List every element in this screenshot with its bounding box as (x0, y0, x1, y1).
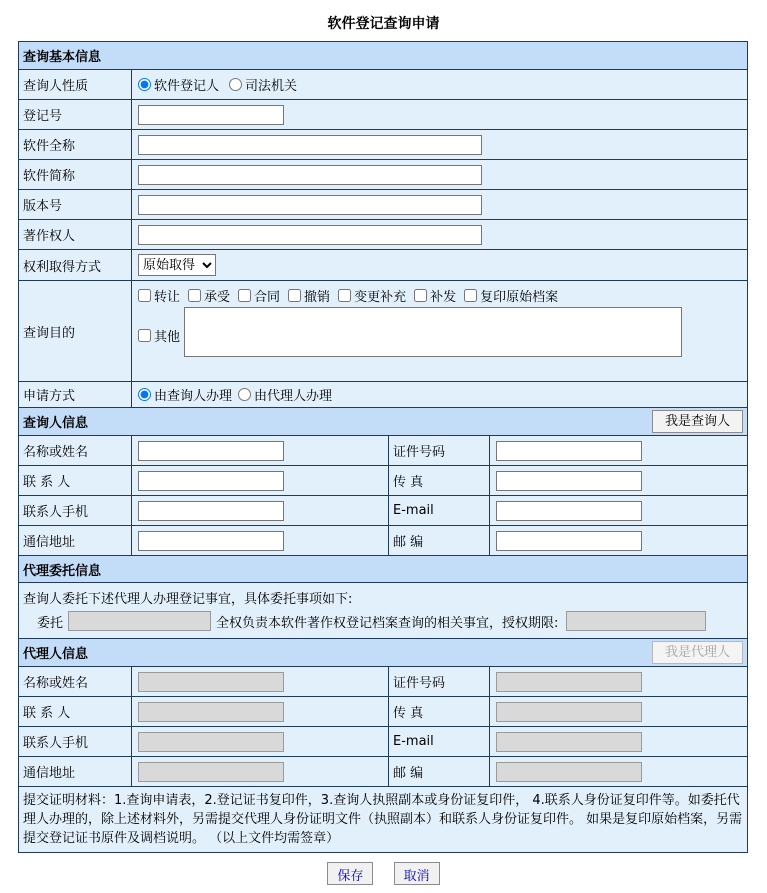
cancel-button[interactable]: 取消 (394, 862, 440, 885)
inquirer-id-label: 证件号码 (389, 436, 490, 465)
copyright-owner-input[interactable] (138, 225, 482, 245)
row-inquirer-name-id (19, 435, 747, 465)
save-button[interactable]: 保存 (327, 862, 373, 885)
apply-option-by-inquirer[interactable]: 由查询人办理 (138, 385, 232, 404)
agent-id-input (496, 672, 642, 692)
inquirer-nature-field (132, 70, 747, 99)
row-inquirer-mobile-email (19, 495, 747, 525)
purpose-option-transfer[interactable]: 转让 (138, 286, 180, 305)
software-full-name-label: 软件全称 (19, 130, 132, 159)
software-full-name-input[interactable] (138, 135, 482, 155)
submission-note: 提交证明材料：1.查询申请表，2.登记证书复印件，3.查询人执照副本或身份证复印件， 4.联系人身份证复印件等。如委托代理人办理的，除上述材料外，另需提交代理人身份证明文件（执照副本）和联系人身份证复印件。 如果是复印原始档案，另需提交登记证书原件及调档说明。 （以上文件均需签章） (23, 793, 743, 846)
purpose-checkbox-copy-original-archive[interactable] (464, 289, 477, 302)
purpose-option-copy-original-archive[interactable]: 复印原始档案 (464, 286, 558, 305)
inquirer-contact-field (132, 466, 389, 495)
software-short-name-input[interactable] (138, 165, 482, 185)
agent-address-input (138, 762, 284, 782)
agent-zip-field (490, 757, 747, 786)
row-agent-name-id (19, 666, 747, 696)
agent-address-field (132, 757, 389, 786)
row-agent-mobile-email (19, 726, 747, 756)
inquirer-mobile-field (132, 496, 389, 525)
nature-radio-judicial[interactable] (229, 78, 242, 91)
agent-contact-label: 联 系 人 (19, 697, 132, 726)
software-short-name-field (132, 160, 747, 189)
entrusted-agent-name-input (68, 611, 211, 631)
agent-contact-field (132, 697, 389, 726)
delegate-statement-cell (19, 583, 747, 638)
agent-fax-field (490, 697, 747, 726)
row-apply-method (19, 381, 747, 407)
registration-number-input[interactable] (138, 105, 284, 125)
purpose-option-reissue[interactable]: 补发 (414, 286, 456, 305)
inquirer-fax-field (490, 466, 747, 495)
purpose-checkbox-reissue[interactable] (414, 289, 427, 302)
row-software-short-name (19, 159, 747, 189)
inquirer-email-input[interactable] (496, 501, 642, 521)
purpose-option-revocation[interactable]: 撤销 (288, 286, 330, 305)
purpose-checkbox-other[interactable] (138, 329, 151, 342)
inquirer-contact-label: 联 系 人 (19, 466, 132, 495)
inquirer-email-field (490, 496, 747, 525)
query-application-form (18, 41, 748, 853)
section-title-delegate-info: 代理委托信息 (23, 563, 102, 579)
row-inquirer-nature (19, 69, 747, 99)
section-title-agent-info: 代理人信息 (23, 647, 89, 662)
version-number-input[interactable] (138, 195, 482, 215)
row-copyright-owner (19, 219, 747, 249)
inquirer-zip-label: 邮 编 (389, 526, 490, 555)
nature-option-registrant[interactable] (138, 75, 219, 94)
software-short-name-label: 软件简称 (19, 160, 132, 189)
purpose-other-textarea[interactable] (184, 307, 682, 357)
section-header-inquirer-info (19, 407, 747, 435)
inquirer-mobile-label: 联系人手机 (19, 496, 132, 525)
right-acquisition-select[interactable] (138, 254, 216, 276)
version-number-label: 版本号 (19, 190, 132, 219)
section-header-agent-info (19, 638, 747, 666)
row-agent-contact-fax (19, 696, 747, 726)
section-header-basic-info (19, 42, 747, 69)
agent-mobile-field (132, 727, 389, 756)
purpose-option-change-supplement[interactable]: 变更补充 (338, 286, 406, 305)
inquirer-name-input[interactable] (138, 441, 284, 461)
inquirer-id-field (490, 436, 747, 465)
apply-method-field (132, 382, 747, 407)
copyright-owner-label: 著作权人 (19, 220, 132, 249)
registration-number-field (132, 100, 747, 129)
inquirer-contact-input[interactable] (138, 471, 284, 491)
section-header-delegate-info (19, 555, 747, 582)
agent-zip-label: 邮 编 (389, 757, 490, 786)
inquirer-name-field (132, 436, 389, 465)
inquirer-fax-label: 传 真 (389, 466, 490, 495)
inquirer-address-field (132, 526, 389, 555)
inquirer-email-label: E-mail (389, 496, 490, 525)
agent-address-label: 通信地址 (19, 757, 132, 786)
agent-id-field (490, 667, 747, 696)
software-full-name-field (132, 130, 747, 159)
row-submission-note (19, 786, 747, 852)
agent-name-field (132, 667, 389, 696)
inquirer-name-label: 名称或姓名 (19, 436, 132, 465)
row-inquirer-address-zip (19, 525, 747, 555)
agent-zip-input (496, 762, 642, 782)
right-acquisition-label: 权利取得方式 (19, 250, 132, 280)
row-inquirer-contact-fax (19, 465, 747, 495)
purpose-checkbox-contract[interactable] (238, 289, 251, 302)
apply-option-by-agent[interactable]: 由代理人办理 (238, 385, 332, 404)
nature-option-registrant-label: 软件登记人 (154, 79, 220, 94)
apply-radio-by-inquirer[interactable] (138, 388, 151, 401)
row-agent-address-zip (19, 756, 747, 786)
nature-option-judicial-label: 司法机关 (245, 79, 298, 94)
purpose-checkbox-change-supplement[interactable] (338, 289, 351, 302)
delegate-entrust-suffix: 全权负责本软件著作权登记档案查询的相关事宜，授权期限: (216, 615, 559, 631)
delegate-statement-line2 (23, 611, 743, 631)
version-number-field (132, 190, 747, 219)
apply-radio-by-agent[interactable] (238, 388, 251, 401)
copyright-owner-field (132, 220, 747, 249)
right-acquisition-field (132, 250, 747, 280)
nature-radio-registrant[interactable] (138, 78, 151, 91)
query-purpose-other-row (138, 307, 682, 357)
inquirer-mobile-input[interactable] (138, 501, 284, 521)
inquirer-fax-input[interactable] (496, 471, 642, 491)
query-purpose-label: 查询目的 (19, 281, 132, 381)
query-purpose-options (138, 286, 566, 305)
delegate-entrust-prefix: 委托 (37, 615, 64, 631)
form-actions (0, 862, 767, 885)
agent-name-label: 名称或姓名 (19, 667, 132, 696)
agent-fax-input (496, 702, 642, 722)
purpose-checkbox-transfer[interactable] (138, 289, 151, 302)
row-registration-number (19, 99, 747, 129)
registration-number-label: 登记号 (19, 100, 132, 129)
agent-mobile-input (138, 732, 284, 752)
inquirer-zip-field (490, 526, 747, 555)
row-software-full-name (19, 129, 747, 159)
page-title: 软件登记查询申请 (327, 16, 440, 32)
purpose-option-contract[interactable]: 合同 (238, 286, 280, 305)
row-query-purpose (19, 280, 747, 381)
agent-email-label: E-mail (389, 727, 490, 756)
inquirer-zip-input[interactable] (496, 531, 642, 551)
agent-email-input (496, 732, 642, 752)
agent-email-field (490, 727, 747, 756)
inquirer-address-input[interactable] (138, 531, 284, 551)
section-title-inquirer-info: 查询人信息 (23, 416, 89, 431)
row-version-number (19, 189, 747, 219)
agent-fax-label: 传 真 (389, 697, 490, 726)
nature-option-judicial[interactable] (229, 75, 297, 94)
purpose-checkbox-revocation[interactable] (288, 289, 301, 302)
row-right-acquisition (19, 249, 747, 280)
purpose-option-other[interactable]: 其他 (138, 326, 180, 345)
purpose-checkbox-succession[interactable] (188, 289, 201, 302)
apply-method-label: 申请方式 (19, 382, 132, 407)
agent-mobile-label: 联系人手机 (19, 727, 132, 756)
purpose-option-succession[interactable]: 承受 (188, 286, 230, 305)
section-title-basic-info: 查询基本信息 (23, 50, 102, 65)
agent-id-label: 证件号码 (389, 667, 490, 696)
agent-contact-input (138, 702, 284, 722)
i-am-inquirer-button[interactable]: 我是查询人 (652, 410, 743, 433)
query-purpose-field (132, 281, 747, 381)
authorization-term-input (566, 611, 706, 631)
i-am-agent-button: 我是代理人 (652, 641, 743, 664)
agent-name-input (138, 672, 284, 692)
row-delegate-statement (19, 582, 747, 638)
delegate-statement-line1: 查询人委托下述代理人办理登记事宜，具体委托事项如下: (23, 592, 353, 607)
inquirer-id-input[interactable] (496, 441, 642, 461)
inquirer-nature-label: 查询人性质 (19, 70, 132, 99)
inquirer-address-label: 通信地址 (19, 526, 132, 555)
